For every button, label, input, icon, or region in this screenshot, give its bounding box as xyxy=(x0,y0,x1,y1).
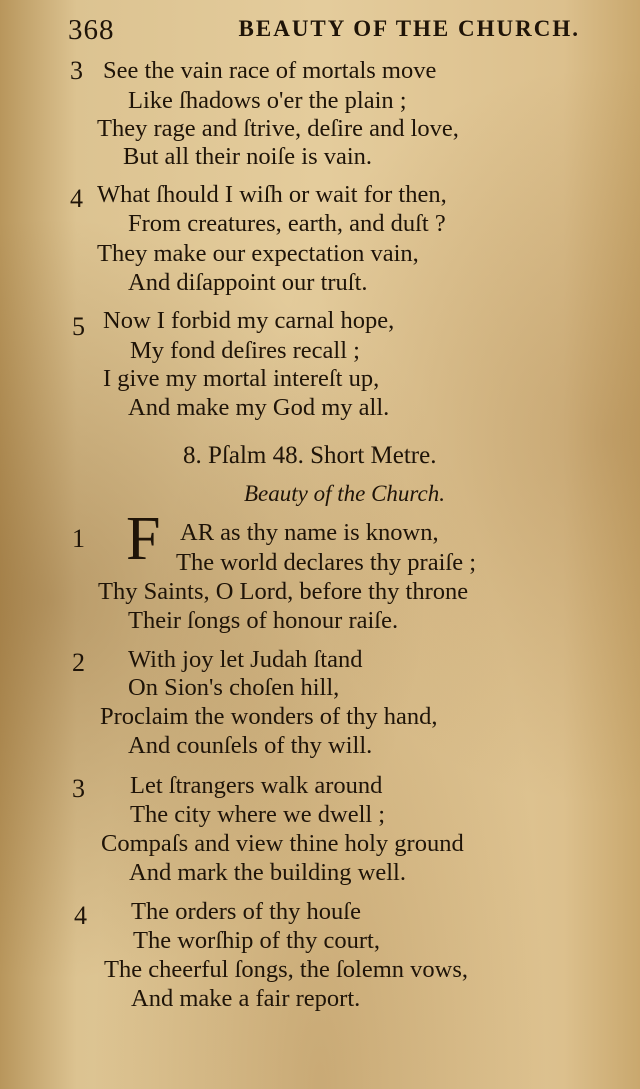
verse-line: Compaſs and view thine holy ground xyxy=(101,830,464,857)
verse-line: Let ſtrangers walk around xyxy=(130,772,383,799)
verse-line: And mark the building well. xyxy=(129,859,406,886)
verse-number: 3 xyxy=(72,774,85,803)
verse-line: They rage and ſtrive, deſire and love, xyxy=(97,115,459,142)
verse-number: 4 xyxy=(70,184,83,213)
verse-line: Now I forbid my carnal hope, xyxy=(103,307,395,334)
verse-line: Thy Saints, O Lord, before thy throne xyxy=(98,578,469,605)
running-head xyxy=(68,14,580,52)
verse-line: AR as thy name is known, xyxy=(180,519,439,546)
verse-line: From creatures, earth, and duſt ? xyxy=(128,210,446,237)
verse-line: See the vain race of mortals move xyxy=(103,57,437,84)
verse-line: I give my mortal intereſt up, xyxy=(103,365,380,392)
verse-line: The city where we dwell ; xyxy=(130,801,386,828)
drop-cap: F xyxy=(126,505,161,573)
verse-line: The orders of thy houſe xyxy=(131,898,361,925)
verse-line: What ſhould I wiſh or wait for then, xyxy=(97,181,447,208)
verse-number: 2 xyxy=(72,648,85,677)
verse-line: And diſappoint our truſt. xyxy=(128,269,368,296)
verse-line: Like ſhadows o'er the plain ; xyxy=(128,87,407,114)
page-number: 368 xyxy=(68,14,115,46)
verse-number: 4 xyxy=(74,901,87,930)
psalm-heading: 8. Pſalm 48. Short Metre. xyxy=(183,442,437,469)
verse-line: Proclaim the wonders of thy hand, xyxy=(100,703,438,730)
verse-number: 1 xyxy=(72,524,85,553)
verse-line: The cheerful ſongs, the ſolemn vows, xyxy=(104,956,469,983)
verse-number: 5 xyxy=(72,312,85,341)
verse-line: And make a fair report. xyxy=(131,985,361,1012)
verse-line: But all their noiſe is vain. xyxy=(123,143,373,170)
verse-line: On Sion's choſen hill, xyxy=(128,674,340,701)
verse-line: And counſels of thy will. xyxy=(128,732,373,759)
psalm-subtitle: Beauty of the Church. xyxy=(244,481,445,506)
verse-line: The worſhip of thy court, xyxy=(133,927,380,954)
verse-line: They make our expectation vain, xyxy=(97,240,419,267)
verse-line: And make my God my all. xyxy=(128,394,390,421)
verse-line: My fond deſires recall ; xyxy=(130,337,360,364)
verse-line: The world declares thy praiſe ; xyxy=(176,549,477,576)
verse-line: Their ſongs of honour raiſe. xyxy=(128,607,399,634)
verse-line: With joy let Judah ſtand xyxy=(128,646,363,673)
verse-number: 3 xyxy=(70,56,83,85)
running-title: BEAUTY OF THE CHURCH. xyxy=(238,16,580,41)
